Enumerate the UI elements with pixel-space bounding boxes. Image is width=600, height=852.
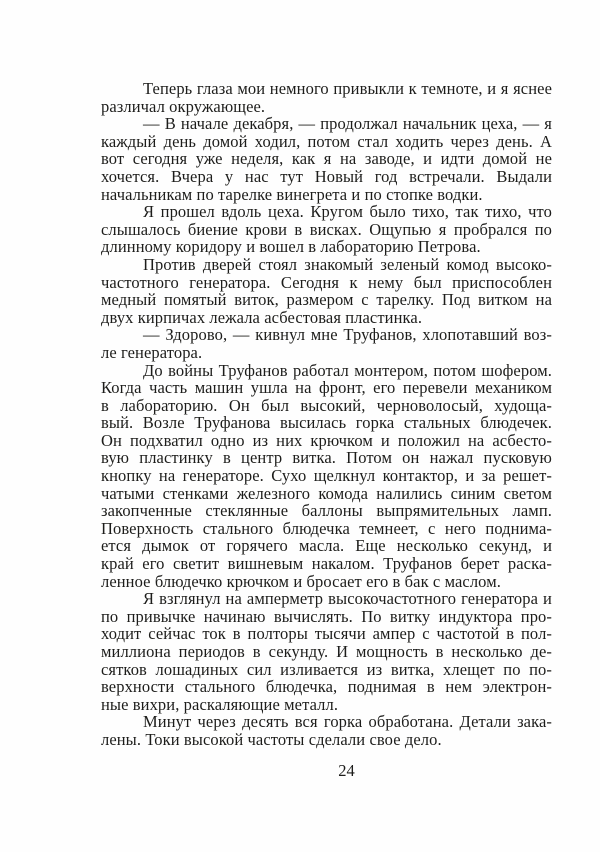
paragraph — [101, 326, 552, 361]
paragraph — [101, 256, 552, 326]
text-line: Поверхность стального блюдечка темнеет, с него поднима- — [101, 518, 552, 538]
paragraph — [101, 713, 552, 748]
paragraph — [101, 590, 552, 713]
text-line: До войны Труфанов работал монтером, потом шофером. — [143, 360, 552, 380]
text-line: по привычке начинаю вычислять. По витку индуктора про- — [101, 606, 552, 626]
text-line: миллиона периодов в секунду. И мощность в несколько де- — [101, 642, 552, 661]
text-line: в лабораторию. Он был высокий, черноволосый, худоща- — [101, 395, 552, 415]
text-line: двух кирпичах лежала асбестовая пластинка. — [101, 307, 423, 327]
text-line: Теперь глаза мои немного привыкли к темноте, и я яснее — [143, 79, 552, 98]
text-line: чатыми стенками железного комода налились синим светом — [101, 483, 552, 503]
text-line: ле генератора. — [101, 342, 203, 362]
text-line: Когда часть машин ушла на фронт, его перевели механиком — [101, 378, 552, 398]
text-line: ется дымок от горячего масла. Еще несколько секунд, и — [101, 536, 552, 556]
text-line: — Здорово, — кивнул мне Труфанов, хлопотавший воз- — [143, 325, 552, 345]
paragraph — [101, 80, 552, 115]
text-line: медный помятый виток, размером с тарелку. Под витком на — [101, 290, 552, 310]
text-line: вую пластинку в центр витка. Потом он нажал пусковую — [101, 448, 552, 468]
text-line: каждый день домой ходил, потом стал ходить через день. А — [101, 131, 552, 151]
text-line: хочется. Вчера у нас тут Новый год встречали. Выдали — [101, 166, 552, 186]
paragraph — [101, 115, 552, 203]
text-line: длинному коридору и вошел в лабораторию Петрова. — [101, 237, 481, 257]
text-line: верхности стального блюдечка, поднимая в нем электрон- — [101, 677, 552, 697]
text-line: слышалось биение крови в висках. Ощупью я пробрался по — [101, 219, 552, 239]
text-line: ленное блюдечко крючком и бросает его в бак с маслом. — [101, 571, 501, 591]
text-line: вот сегодня уже неделя, как я на заводе, и идти домой не — [101, 149, 552, 169]
text-line: кнопку на генераторе. Сухо щелкнул контактор, и за решет- — [101, 466, 552, 486]
text-line: Он подхватил одно из них крючком и положил на асбесто- — [101, 430, 552, 450]
text-line: частотного генератора. Сегодня к нему был приспособлен — [101, 272, 552, 292]
text-line: Я взглянул на амперметр высокочастотного генератора и — [143, 589, 552, 609]
paragraph — [101, 362, 552, 591]
page-text-block — [101, 80, 552, 749]
text-line: лены. Токи высокой частоты сделали свое дело. — [101, 729, 442, 749]
paragraph — [101, 203, 552, 256]
text-line: ходит сейчас ток в полторы тысячи ампер с частотой в пол- — [101, 624, 552, 644]
text-line: вый. Возле Труфанова высилась горка стальных блюдечек. — [101, 413, 552, 433]
page-number: 24 — [338, 761, 355, 780]
text-line: ные вихри, раскаляющие металл. — [101, 694, 339, 714]
text-line: начальникам по тарелке винегрета и по стопке водки. — [101, 184, 483, 204]
text-line: Против дверей стоял знакомый зеленый комод высоко- — [143, 254, 552, 274]
text-line: различал окружающее. — [101, 96, 266, 116]
text-line: — В начале декабря, — продолжал начальник цеха, — я — [143, 114, 552, 134]
text-line: Минут через десять вся горка обработана. Детали зака- — [143, 712, 552, 732]
text-line: закопченные стеклянные баллоны выпрямительных ламп. — [101, 501, 552, 521]
text-line: Я прошел вдоль цеха. Кругом было тихо, так тихо, что — [143, 202, 552, 222]
text-line: край его светит вишневым накалом. Труфанов берет раска- — [101, 554, 552, 574]
text-line: сятков лошадиных сил изливается из витка, хлещет по по- — [101, 659, 552, 679]
